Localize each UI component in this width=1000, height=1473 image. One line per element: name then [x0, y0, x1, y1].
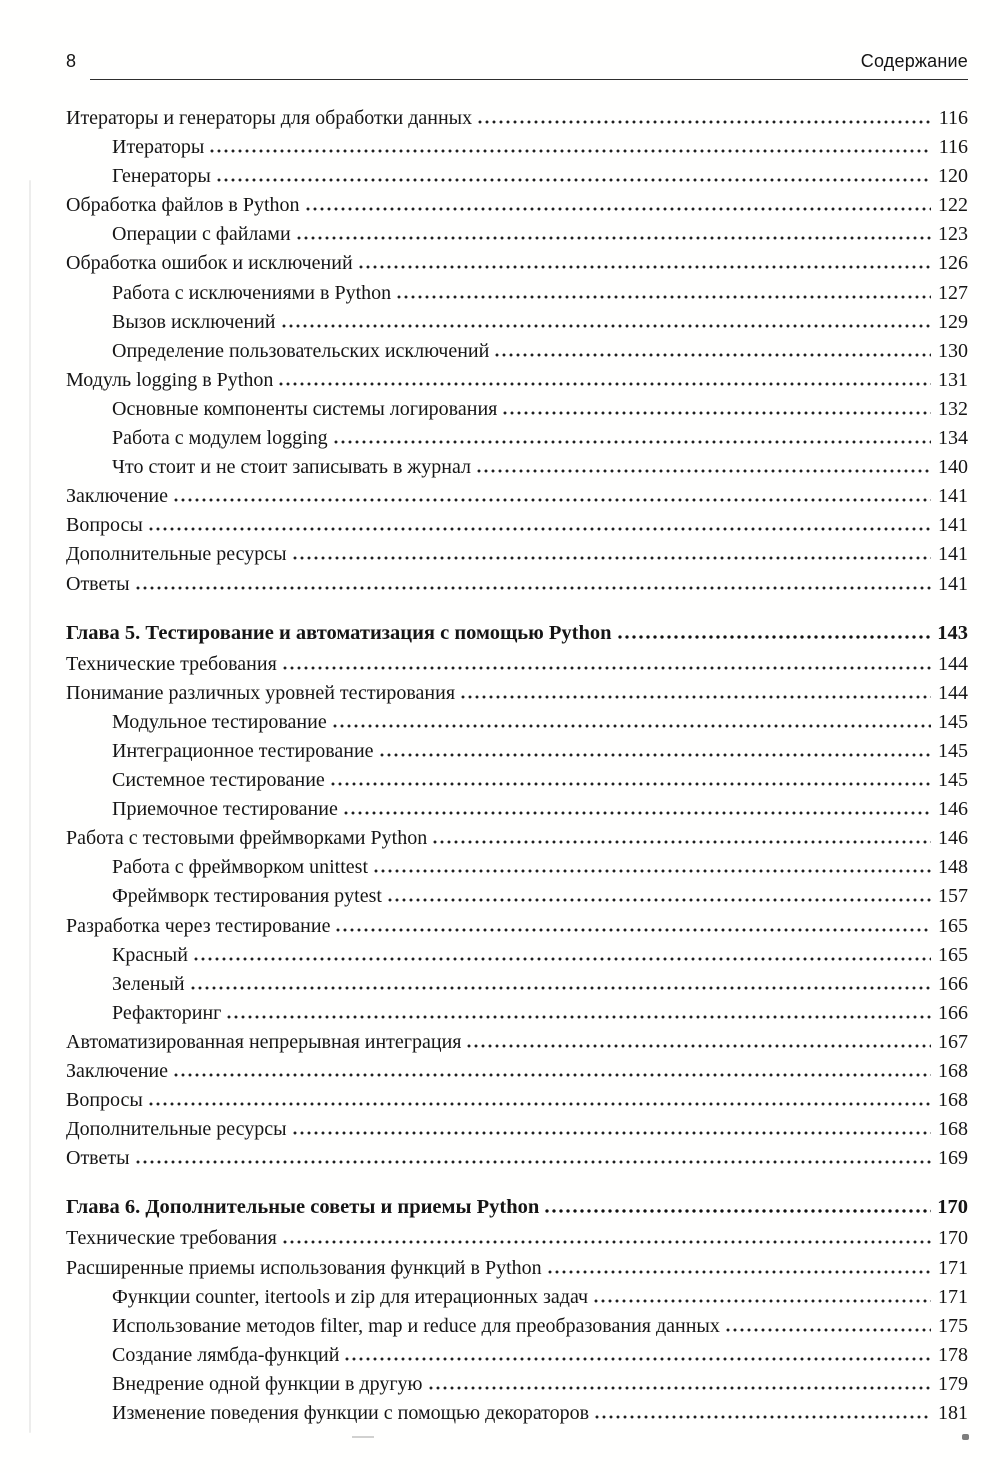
dot-leader	[174, 498, 931, 502]
toc-entry-title: Приемочное тестирование	[112, 798, 338, 821]
toc-entry	[66, 912, 968, 941]
toc-entry-page: 145	[938, 710, 968, 733]
toc-entry-title: Работа с исключениями в Python	[112, 281, 392, 304]
toc-entry-page: 157	[938, 885, 968, 908]
toc-entry	[66, 1057, 968, 1086]
toc-entry-page: 134	[938, 427, 968, 450]
toc-entry	[66, 104, 968, 133]
toc-entry-title: Автоматизированная непрерывная интеграция	[66, 1030, 462, 1053]
toc-entry-title: Итераторы и генераторы для обработки данных	[66, 107, 473, 129]
toc-entry-title: Операции с файлами	[112, 223, 291, 246]
dot-leader	[397, 295, 931, 299]
toc-entry	[66, 970, 968, 999]
toc-entry	[66, 795, 968, 824]
toc-entry-title: Функции counter, itertools и zip для итерационных задач	[112, 1285, 589, 1308]
toc-entry	[66, 941, 968, 970]
toc-entry	[66, 619, 968, 648]
toc-entry-page: 168	[938, 1060, 968, 1082]
toc-entry-title: Модуль logging в Python	[66, 368, 274, 391]
toc-entry	[66, 1341, 968, 1370]
toc-entry-page: 171	[938, 1256, 968, 1279]
dot-leader	[174, 1073, 931, 1077]
dot-leader	[227, 1015, 931, 1019]
dot-leader	[545, 1209, 931, 1213]
dot-leader	[618, 635, 931, 639]
dot-leader	[279, 382, 931, 386]
header-title: Содержание	[860, 51, 968, 71]
toc-entry-title: Вопросы	[66, 1089, 143, 1112]
toc-entry	[66, 424, 968, 453]
toc-entry-title: Итераторы	[112, 136, 205, 159]
dot-leader	[297, 236, 931, 240]
dot-leader	[136, 1160, 931, 1164]
toc-entry	[66, 511, 968, 540]
dot-leader	[374, 869, 931, 873]
dot-leader	[293, 556, 931, 560]
dot-leader	[380, 753, 931, 757]
toc-entry-title: Расширенные приемы использования функций в Python	[66, 1256, 542, 1279]
toc-entry	[66, 191, 968, 220]
toc-entry-page: 170	[938, 1227, 968, 1250]
toc-entry-page: 181	[938, 1402, 968, 1425]
dot-leader	[333, 724, 931, 728]
dot-leader	[503, 411, 931, 415]
dot-leader	[595, 1415, 931, 1419]
dot-leader	[388, 898, 931, 902]
toc-entry	[66, 1193, 968, 1222]
dot-leader	[477, 469, 931, 473]
toc-entry	[66, 737, 968, 766]
table-of-contents	[66, 80, 968, 1428]
header-rule	[90, 79, 968, 80]
dot-leader	[293, 1131, 931, 1135]
toc-entry-page: 165	[938, 943, 968, 966]
toc-entry-title: Ответы	[66, 572, 130, 595]
scan-artifact	[962, 1434, 969, 1440]
dot-leader	[359, 265, 931, 269]
toc-entry-page: 141	[938, 543, 968, 566]
dot-leader	[210, 149, 931, 153]
toc-entry-page: 141	[938, 572, 968, 595]
toc-entry-title: Фреймворк тестирования pytest	[112, 885, 382, 908]
toc-entry	[66, 1254, 968, 1283]
toc-entry-page: 144	[938, 681, 968, 704]
toc-entry-title: Вызов исключений	[112, 310, 276, 333]
toc-entry	[66, 570, 968, 599]
toc-entry-page: 175	[938, 1314, 968, 1337]
toc-entry-page: 123	[938, 223, 968, 246]
toc-entry-page: 129	[938, 310, 968, 333]
toc-entry-page: 130	[938, 339, 968, 362]
page-header	[66, 46, 968, 80]
toc-entry-page: 131	[938, 368, 968, 391]
toc-entry-title: Обработка файлов в Python	[66, 194, 300, 217]
toc-entry-page: 120	[938, 165, 968, 188]
dot-leader	[461, 695, 931, 699]
toc-entry-title: Дополнительные ресурсы	[66, 1118, 287, 1141]
toc-entry	[66, 853, 968, 882]
toc-entry-page: 116	[938, 136, 968, 159]
toc-entry-title: Использование методов filter, map и reduce для преобразования данных	[112, 1314, 720, 1337]
dot-leader	[282, 324, 931, 328]
toc-entry-page: 168	[938, 1089, 968, 1112]
toc-entry-title: Генераторы	[112, 165, 211, 188]
toc-entry	[66, 679, 968, 708]
dot-leader	[467, 1044, 931, 1048]
dot-leader	[478, 120, 931, 124]
toc-entry-page: 178	[938, 1343, 968, 1366]
toc-entry	[66, 1086, 968, 1115]
toc-entry	[66, 882, 968, 911]
toc-entry-title: Модульное тестирование	[112, 710, 327, 733]
toc-entry	[66, 482, 968, 511]
toc-entry-page: 167	[938, 1030, 968, 1053]
page-number: 8	[66, 51, 77, 71]
toc-entry-page: 166	[938, 972, 968, 995]
toc-entry-page: 143	[937, 621, 968, 644]
dot-leader	[336, 928, 931, 932]
toc-entry-page: 145	[938, 769, 968, 792]
toc-entry	[66, 540, 968, 569]
toc-entry	[66, 249, 968, 278]
scan-artifact	[352, 1436, 374, 1438]
toc-entry-title: Интеграционное тестирование	[112, 739, 374, 762]
toc-entry	[66, 824, 968, 853]
toc-entry	[66, 1028, 968, 1057]
toc-entry-title: Глава 6. Дополнительные советы и приемы Python	[66, 1196, 540, 1219]
dot-leader	[331, 782, 931, 786]
toc-entry-page: 132	[938, 397, 968, 420]
toc-entry-title: Заключение	[66, 1060, 168, 1082]
toc-entry	[66, 766, 968, 795]
toc-entry-title: Работа с фреймворком unittest	[112, 856, 369, 879]
toc-entry	[66, 1115, 968, 1144]
toc-entry-page: 146	[938, 827, 968, 850]
toc-entry-title: Изменение поведения функции с помощью декораторов	[112, 1402, 590, 1425]
toc-entry-page: 141	[938, 485, 968, 508]
toc-entry-title: Вопросы	[66, 514, 143, 537]
dot-leader	[433, 840, 931, 844]
toc-entry	[66, 395, 968, 424]
toc-entry	[66, 308, 968, 337]
toc-entry-title: Дополнительные ресурсы	[66, 543, 287, 566]
dot-leader	[344, 811, 931, 815]
dot-leader	[548, 1270, 931, 1274]
toc-entry-title: Системное тестирование	[112, 769, 325, 792]
dot-leader	[136, 586, 931, 590]
toc-entry-title: Технические требования	[66, 1227, 277, 1250]
toc-entry-page: 179	[938, 1372, 968, 1395]
toc-entry-title: Внедрение одной функции в другую	[112, 1372, 423, 1395]
dot-leader	[429, 1386, 932, 1390]
dot-leader	[191, 986, 931, 990]
toc-entry	[66, 366, 968, 395]
toc-entry-title: Понимание различных уровней тестирования	[66, 681, 456, 704]
toc-entry-page: 145	[938, 739, 968, 762]
toc-entry-title: Что стоит и не стоит записывать в журнал	[112, 456, 471, 479]
toc-entry-page: 122	[938, 194, 968, 217]
toc-entry-page: 141	[938, 514, 968, 537]
toc-entry	[66, 162, 968, 191]
dot-leader	[283, 666, 931, 670]
toc-entry	[66, 220, 968, 249]
dot-leader	[345, 1357, 931, 1361]
toc-entry	[66, 650, 968, 679]
dot-leader	[149, 1102, 931, 1106]
toc-entry-page: 165	[938, 914, 968, 937]
toc-entry-title: Работа с модулем logging	[112, 427, 328, 450]
dot-leader	[495, 353, 931, 357]
dot-leader	[217, 178, 931, 182]
toc-entry-page: 126	[938, 252, 968, 275]
toc-entry-title: Ответы	[66, 1147, 130, 1170]
dot-leader	[594, 1299, 931, 1303]
dot-leader	[306, 207, 931, 211]
toc-entry	[66, 1144, 968, 1173]
toc-entry-page: 148	[938, 856, 968, 879]
toc-entry-page: 146	[938, 798, 968, 821]
toc-entry-title: Технические требования	[66, 652, 277, 675]
toc-entry-page: 127	[938, 281, 968, 304]
toc-entry	[66, 453, 968, 482]
toc-entry-page: 171	[938, 1285, 968, 1308]
toc-entry-title: Создание лямбда-функций	[112, 1343, 340, 1366]
toc-entry	[66, 708, 968, 737]
toc-entry	[66, 1283, 968, 1312]
toc-entry	[66, 337, 968, 366]
toc-entry-title: Рефакторинг	[112, 1001, 222, 1024]
scan-edge-shadow	[29, 180, 31, 1433]
toc-entry	[66, 1399, 968, 1428]
toc-entry-title: Глава 5. Тестирование и автоматизация с помощью Python	[66, 621, 612, 644]
toc-entry-page: 170	[937, 1196, 968, 1219]
dot-leader	[149, 527, 931, 531]
toc-entry-page: 166	[938, 1001, 968, 1024]
toc-entry	[66, 279, 968, 308]
toc-entry-title: Заключение	[66, 485, 168, 508]
toc-entry	[66, 1224, 968, 1253]
toc-entry-title: Обработка ошибок и исключений	[66, 252, 353, 275]
toc-entry-page: 144	[938, 652, 968, 675]
toc-entry	[66, 999, 968, 1028]
toc-entry-page: 140	[938, 456, 968, 479]
toc-entry-page: 169	[938, 1147, 968, 1170]
dot-leader	[194, 957, 931, 961]
toc-entry-page: 168	[938, 1118, 968, 1141]
toc-entry	[66, 1370, 968, 1399]
toc-entry	[66, 133, 968, 162]
toc-entry-title: Работа с тестовыми фреймворками Python	[66, 827, 428, 850]
toc-entry-title: Разработка через тестирование	[66, 914, 331, 937]
toc-entry-title: Красный	[112, 943, 188, 966]
toc-entry-page: 116	[938, 107, 968, 129]
toc-entry	[66, 1312, 968, 1341]
toc-entry-title: Основные компоненты системы логирования	[112, 397, 498, 420]
dot-leader	[334, 440, 931, 444]
dot-leader	[283, 1240, 931, 1244]
dot-leader	[726, 1328, 931, 1332]
toc-entry-title: Зеленый	[112, 972, 185, 995]
toc-entry-title: Определение пользовательских исключений	[112, 339, 490, 362]
